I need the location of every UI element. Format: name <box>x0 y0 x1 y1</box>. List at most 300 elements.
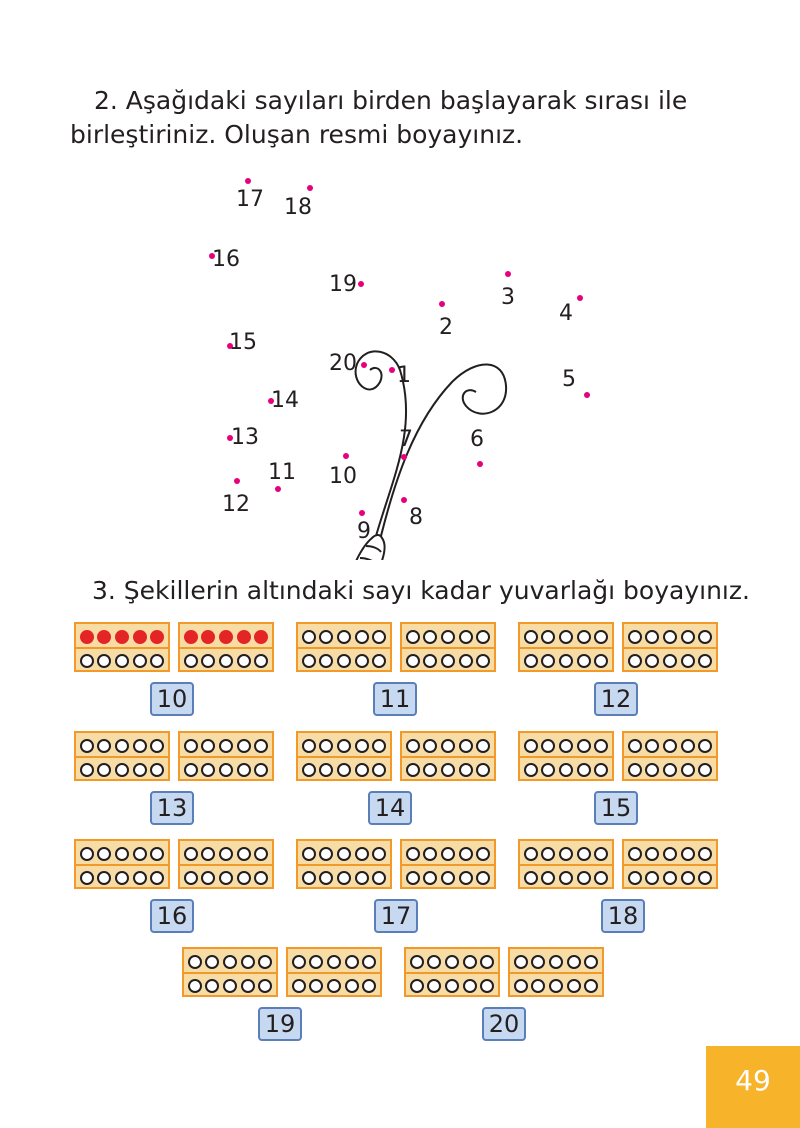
dot-point[interactable] <box>477 461 483 467</box>
dot-point[interactable] <box>401 454 407 460</box>
paint-circle[interactable] <box>337 630 351 644</box>
frame-row <box>408 976 496 996</box>
frame-divider <box>510 972 602 974</box>
paint-circle[interactable] <box>219 763 233 777</box>
paint-circle[interactable] <box>184 847 198 861</box>
paint-circle[interactable] <box>524 739 538 753</box>
paint-circle[interactable] <box>133 871 147 885</box>
paint-circle[interactable] <box>219 847 233 861</box>
paint-circle[interactable] <box>441 847 455 861</box>
paint-circle[interactable] <box>219 630 233 644</box>
paint-circle[interactable] <box>80 871 94 885</box>
paint-circle[interactable] <box>628 871 642 885</box>
paint-circle[interactable] <box>133 654 147 668</box>
dot-label: 1 <box>397 363 411 388</box>
paint-circle[interactable] <box>441 871 455 885</box>
dot-label: 19 <box>329 272 357 297</box>
paint-circle[interactable] <box>541 763 555 777</box>
paint-circle[interactable] <box>337 871 351 885</box>
dot-point[interactable] <box>361 362 367 368</box>
paint-circle[interactable] <box>628 654 642 668</box>
paint-circle[interactable] <box>97 654 111 668</box>
ten-frame <box>518 622 614 672</box>
paint-circle[interactable] <box>302 630 316 644</box>
paint-circle[interactable] <box>445 979 459 993</box>
paint-circle[interactable] <box>459 739 473 753</box>
paint-circle[interactable] <box>441 739 455 753</box>
paint-circle[interactable] <box>319 763 333 777</box>
paint-circle[interactable] <box>362 979 376 993</box>
paint-circle[interactable] <box>258 979 272 993</box>
paint-circle[interactable] <box>459 630 473 644</box>
frame-row <box>404 760 492 780</box>
paint-circle[interactable] <box>184 763 198 777</box>
frame-row <box>300 844 388 864</box>
frame-row <box>512 952 600 972</box>
dot-point[interactable] <box>275 486 281 492</box>
paint-circle[interactable] <box>463 955 477 969</box>
paint-circle[interactable] <box>133 630 147 644</box>
paint-circle[interactable] <box>201 739 215 753</box>
dot-point[interactable] <box>577 295 583 301</box>
dot-label: 10 <box>329 464 357 489</box>
frame-row <box>182 736 270 756</box>
frame-row <box>300 627 388 647</box>
dot-point[interactable] <box>234 478 240 484</box>
paint-circle[interactable] <box>476 871 490 885</box>
paint-circle[interactable] <box>237 871 251 885</box>
paint-circle[interactable] <box>254 871 268 885</box>
number-label-box: 17 <box>374 899 418 933</box>
frame-row <box>408 952 496 972</box>
paint-circle[interactable] <box>406 763 420 777</box>
paint-circle[interactable] <box>594 654 608 668</box>
paint-circle[interactable] <box>459 871 473 885</box>
paint-circle[interactable] <box>427 979 441 993</box>
paint-circle[interactable] <box>80 763 94 777</box>
ten-frame <box>182 947 278 997</box>
paint-circle[interactable] <box>205 979 219 993</box>
dot-point[interactable] <box>401 497 407 503</box>
paint-circle[interactable] <box>594 630 608 644</box>
paint-circle[interactable] <box>524 654 538 668</box>
paint-circle[interactable] <box>188 955 202 969</box>
paint-circle[interactable] <box>427 955 441 969</box>
paint-circle[interactable] <box>309 979 323 993</box>
paint-circle[interactable] <box>549 979 563 993</box>
dot-label: 9 <box>357 519 371 544</box>
paint-circle[interactable] <box>80 630 94 644</box>
paint-circle[interactable] <box>184 654 198 668</box>
paint-circle[interactable] <box>254 630 268 644</box>
frame-row <box>182 627 270 647</box>
dot-point[interactable] <box>505 271 511 277</box>
paint-circle[interactable] <box>698 871 712 885</box>
paint-circle[interactable] <box>645 847 659 861</box>
paint-circle[interactable] <box>531 955 545 969</box>
paint-circle[interactable] <box>345 979 359 993</box>
paint-circle[interactable] <box>445 955 459 969</box>
paint-circle[interactable] <box>150 654 164 668</box>
paint-circle[interactable] <box>150 739 164 753</box>
paint-circle[interactable] <box>355 739 369 753</box>
paint-circle[interactable] <box>355 630 369 644</box>
paint-circle[interactable] <box>577 630 591 644</box>
paint-circle[interactable] <box>150 630 164 644</box>
paint-circle[interactable] <box>681 654 695 668</box>
paint-circle[interactable] <box>531 979 545 993</box>
frame-row <box>78 844 166 864</box>
paint-circle[interactable] <box>423 739 437 753</box>
paint-circle[interactable] <box>115 739 129 753</box>
paint-circle[interactable] <box>663 630 677 644</box>
paint-circle[interactable] <box>302 847 316 861</box>
number-label-box: 11 <box>373 682 417 716</box>
paint-circle[interactable] <box>205 955 219 969</box>
dot-point[interactable] <box>584 392 590 398</box>
paint-circle[interactable] <box>514 979 528 993</box>
paint-circle[interactable] <box>698 739 712 753</box>
paint-circle[interactable] <box>327 979 341 993</box>
paint-circle[interactable] <box>80 847 94 861</box>
frame-row <box>522 760 610 780</box>
paint-circle[interactable] <box>201 763 215 777</box>
frame-row <box>182 844 270 864</box>
paint-circle[interactable] <box>663 763 677 777</box>
paint-circle[interactable] <box>254 654 268 668</box>
ten-frame <box>518 731 614 781</box>
paint-circle[interactable] <box>681 871 695 885</box>
paint-circle[interactable] <box>97 739 111 753</box>
paint-circle[interactable] <box>476 654 490 668</box>
paint-circle[interactable] <box>97 763 111 777</box>
paint-circle[interactable] <box>584 955 598 969</box>
paint-circle[interactable] <box>309 955 323 969</box>
paint-circle[interactable] <box>254 763 268 777</box>
paint-circle[interactable] <box>292 979 306 993</box>
paint-circle[interactable] <box>319 739 333 753</box>
paint-circle[interactable] <box>241 979 255 993</box>
paint-circle[interactable] <box>319 630 333 644</box>
paint-circle[interactable] <box>663 847 677 861</box>
paint-circle[interactable] <box>406 871 420 885</box>
paint-circle[interactable] <box>201 847 215 861</box>
paint-circle[interactable] <box>698 630 712 644</box>
dot-point[interactable] <box>439 301 445 307</box>
paint-circle[interactable] <box>201 654 215 668</box>
paint-circle[interactable] <box>524 871 538 885</box>
paint-circle[interactable] <box>302 763 316 777</box>
paint-circle[interactable] <box>115 630 129 644</box>
paint-circle[interactable] <box>663 654 677 668</box>
paint-circle[interactable] <box>319 847 333 861</box>
ten-frame <box>74 839 170 889</box>
paint-circle[interactable] <box>698 654 712 668</box>
paint-circle[interactable] <box>476 763 490 777</box>
dot-layer <box>209 178 590 544</box>
paint-circle[interactable] <box>524 847 538 861</box>
paint-circle[interactable] <box>577 871 591 885</box>
paint-circle[interactable] <box>372 630 386 644</box>
paint-circle[interactable] <box>459 763 473 777</box>
frame-divider <box>76 756 168 758</box>
paint-circle[interactable] <box>355 654 369 668</box>
paint-circle[interactable] <box>319 654 333 668</box>
paint-circle[interactable] <box>594 763 608 777</box>
dot-point[interactable] <box>245 178 251 184</box>
paint-circle[interactable] <box>219 654 233 668</box>
paint-circle[interactable] <box>681 847 695 861</box>
paint-circle[interactable] <box>628 739 642 753</box>
paint-circle[interactable] <box>337 763 351 777</box>
frame-row <box>522 736 610 756</box>
frame-divider <box>402 756 494 758</box>
paint-circle[interactable] <box>567 979 581 993</box>
paint-circle[interactable] <box>559 630 573 644</box>
paint-circle[interactable] <box>115 763 129 777</box>
frame-row <box>512 976 600 996</box>
paint-circle[interactable] <box>559 871 573 885</box>
paint-circle[interactable] <box>698 763 712 777</box>
paint-circle[interactable] <box>476 630 490 644</box>
paint-circle[interactable] <box>337 654 351 668</box>
dot-label: 12 <box>222 492 250 517</box>
paint-circle[interactable] <box>150 763 164 777</box>
paint-circle[interactable] <box>237 630 251 644</box>
paint-circle[interactable] <box>663 739 677 753</box>
paint-circle[interactable] <box>476 847 490 861</box>
paint-circle[interactable] <box>663 871 677 885</box>
frame-row <box>626 868 714 888</box>
paint-circle[interactable] <box>577 739 591 753</box>
paint-circle[interactable] <box>541 739 555 753</box>
paint-circle[interactable] <box>237 847 251 861</box>
paint-circle[interactable] <box>628 630 642 644</box>
paint-circle[interactable] <box>406 630 420 644</box>
paint-circle[interactable] <box>524 763 538 777</box>
paint-circle[interactable] <box>645 739 659 753</box>
paint-circle[interactable] <box>302 871 316 885</box>
paint-circle[interactable] <box>541 847 555 861</box>
paint-circle[interactable] <box>559 763 573 777</box>
paint-circle[interactable] <box>219 739 233 753</box>
paint-circle[interactable] <box>372 739 386 753</box>
paint-circle[interactable] <box>201 871 215 885</box>
frame-row <box>78 651 166 671</box>
paint-circle[interactable] <box>80 654 94 668</box>
paint-circle[interactable] <box>628 763 642 777</box>
paint-circle[interactable] <box>459 654 473 668</box>
paint-circle[interactable] <box>410 979 424 993</box>
question-3-text: 3. Şekillerin altındaki sayı kadar yuvarlağı boyayınız. <box>92 576 750 605</box>
paint-circle[interactable] <box>302 654 316 668</box>
paint-circle[interactable] <box>577 763 591 777</box>
frame-divider <box>402 647 494 649</box>
paint-circle[interactable] <box>241 955 255 969</box>
paint-circle[interactable] <box>681 630 695 644</box>
paint-circle[interactable] <box>133 763 147 777</box>
paint-circle[interactable] <box>184 630 198 644</box>
paint-circle[interactable] <box>628 847 642 861</box>
paint-circle[interactable] <box>355 871 369 885</box>
paint-circle[interactable] <box>406 739 420 753</box>
ten-frame <box>178 731 274 781</box>
paint-circle[interactable] <box>559 847 573 861</box>
paint-circle[interactable] <box>459 847 473 861</box>
dot-label: 4 <box>559 301 573 326</box>
paint-circle[interactable] <box>406 654 420 668</box>
paint-circle[interactable] <box>133 847 147 861</box>
frame-divider <box>520 864 612 866</box>
paint-circle[interactable] <box>541 871 555 885</box>
frame-row <box>78 760 166 780</box>
paint-circle[interactable] <box>423 763 437 777</box>
paint-circle[interactable] <box>254 739 268 753</box>
ten-frame <box>508 947 604 997</box>
paint-circle[interactable] <box>319 871 333 885</box>
paint-circle[interactable] <box>559 739 573 753</box>
paint-circle[interactable] <box>115 654 129 668</box>
number-label-box: 18 <box>601 899 645 933</box>
dot-point[interactable] <box>359 510 365 516</box>
paint-circle[interactable] <box>184 871 198 885</box>
frame-divider <box>180 864 272 866</box>
frame-divider <box>520 647 612 649</box>
paint-circle[interactable] <box>541 654 555 668</box>
paint-circle[interactable] <box>577 654 591 668</box>
number-label-box: 14 <box>368 791 412 825</box>
paint-circle[interactable] <box>97 630 111 644</box>
paint-circle[interactable] <box>337 847 351 861</box>
ten-frame <box>74 731 170 781</box>
paint-circle[interactable] <box>302 739 316 753</box>
paint-circle[interactable] <box>514 955 528 969</box>
paint-circle[interactable] <box>594 847 608 861</box>
dot-point[interactable] <box>343 453 349 459</box>
paint-circle[interactable] <box>423 871 437 885</box>
paint-circle[interactable] <box>423 630 437 644</box>
paint-circle[interactable] <box>681 763 695 777</box>
paint-circle[interactable] <box>559 654 573 668</box>
paint-circle[interactable] <box>441 630 455 644</box>
paint-circle[interactable] <box>480 955 494 969</box>
dot-point[interactable] <box>307 185 313 191</box>
paint-circle[interactable] <box>237 739 251 753</box>
paint-circle[interactable] <box>476 739 490 753</box>
paint-circle[interactable] <box>219 871 233 885</box>
paint-circle[interactable] <box>115 871 129 885</box>
paint-circle[interactable] <box>480 979 494 993</box>
dot-label: 5 <box>562 367 576 392</box>
paint-circle[interactable] <box>698 847 712 861</box>
dot-label: 15 <box>229 330 257 355</box>
paint-circle[interactable] <box>594 739 608 753</box>
paint-circle[interactable] <box>345 955 359 969</box>
paint-circle[interactable] <box>372 654 386 668</box>
paint-circle[interactable] <box>423 847 437 861</box>
paint-circle[interactable] <box>355 847 369 861</box>
paint-circle[interactable] <box>188 979 202 993</box>
ten-frame <box>400 839 496 889</box>
paint-circle[interactable] <box>372 871 386 885</box>
frame-row <box>522 627 610 647</box>
frame-row <box>290 952 378 972</box>
paint-circle[interactable] <box>184 739 198 753</box>
paint-circle[interactable] <box>372 847 386 861</box>
paint-circle[interactable] <box>150 847 164 861</box>
paint-circle[interactable] <box>223 979 237 993</box>
frame-row <box>290 976 378 996</box>
number-label-box: 15 <box>594 791 638 825</box>
paint-circle[interactable] <box>201 630 215 644</box>
paint-circle[interactable] <box>237 654 251 668</box>
paint-circle[interactable] <box>254 847 268 861</box>
dot-point[interactable] <box>389 367 395 373</box>
paint-circle[interactable] <box>97 871 111 885</box>
paint-circle[interactable] <box>150 871 164 885</box>
paint-circle[interactable] <box>441 654 455 668</box>
frame-row <box>404 736 492 756</box>
paint-circle[interactable] <box>549 955 563 969</box>
paint-circle[interactable] <box>372 763 386 777</box>
ten-frame <box>296 839 392 889</box>
paint-circle[interactable] <box>292 955 306 969</box>
frame-row <box>300 760 388 780</box>
paint-circle[interactable] <box>423 654 437 668</box>
paint-circle[interactable] <box>645 763 659 777</box>
frame-row <box>300 651 388 671</box>
paint-circle[interactable] <box>577 847 591 861</box>
paint-circle[interactable] <box>133 739 147 753</box>
paint-circle[interactable] <box>541 630 555 644</box>
paint-circle[interactable] <box>355 763 369 777</box>
paint-circle[interactable] <box>463 979 477 993</box>
paint-circle[interactable] <box>594 871 608 885</box>
dot-point[interactable] <box>358 281 364 287</box>
paint-circle[interactable] <box>567 955 581 969</box>
dot-label: 18 <box>284 195 312 220</box>
paint-circle[interactable] <box>337 739 351 753</box>
paint-circle[interactable] <box>115 847 129 861</box>
paint-circle[interactable] <box>97 847 111 861</box>
paint-circle[interactable] <box>584 979 598 993</box>
paint-circle[interactable] <box>362 955 376 969</box>
frame-row <box>626 736 714 756</box>
paint-circle[interactable] <box>645 630 659 644</box>
ten-frame <box>622 731 718 781</box>
frame-divider <box>624 864 716 866</box>
paint-circle[interactable] <box>441 763 455 777</box>
paint-circle[interactable] <box>406 847 420 861</box>
frame-row <box>300 868 388 888</box>
frame-divider <box>76 647 168 649</box>
dot-label: 14 <box>271 388 299 413</box>
paint-circle[interactable] <box>223 955 237 969</box>
paint-circle[interactable] <box>80 739 94 753</box>
frame-row <box>404 627 492 647</box>
paint-circle[interactable] <box>258 955 272 969</box>
paint-circle[interactable] <box>327 955 341 969</box>
ten-frame <box>622 622 718 672</box>
paint-circle[interactable] <box>645 871 659 885</box>
frame-row <box>522 868 610 888</box>
paint-circle[interactable] <box>410 955 424 969</box>
paint-circle[interactable] <box>524 630 538 644</box>
paint-circle[interactable] <box>645 654 659 668</box>
paint-circle[interactable] <box>681 739 695 753</box>
paint-circle[interactable] <box>237 763 251 777</box>
ten-frame <box>286 947 382 997</box>
